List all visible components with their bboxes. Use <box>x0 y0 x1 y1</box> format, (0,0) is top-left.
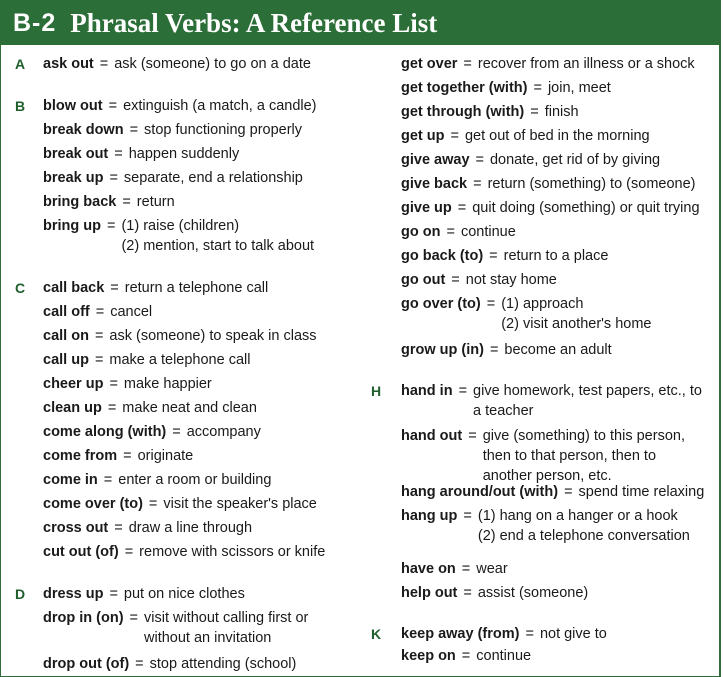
equals-sign: = <box>129 610 138 626</box>
entry-left-15 <box>43 471 271 489</box>
entry-right-11 <box>401 341 612 359</box>
equals-sign: = <box>135 656 144 672</box>
entry-left-8 <box>43 303 152 321</box>
entry-term: come over (to) <box>43 496 143 512</box>
entry-right-5 <box>401 175 695 193</box>
entry-definition: make happier <box>123 376 212 392</box>
entry-term: break up <box>43 170 104 186</box>
entry-definition: cancel <box>110 304 153 320</box>
entry-right-4 <box>401 151 660 169</box>
entry-left-4 <box>43 169 303 187</box>
section-letter-h: H <box>371 383 382 399</box>
equals-sign: = <box>123 448 132 464</box>
equals-sign: = <box>458 383 468 399</box>
entry-definition: give (something) to this person, <box>482 428 685 444</box>
equals-sign: = <box>463 508 472 524</box>
page-title: Phrasal Verbs: A Reference List <box>70 7 438 38</box>
entry-left-11 <box>43 375 212 393</box>
entry-definition: stop attending (school) <box>149 656 297 672</box>
entry-right-14 <box>401 483 704 501</box>
equals-sign: = <box>533 80 542 96</box>
entry-left-2 <box>43 121 302 139</box>
equals-sign: = <box>109 586 118 602</box>
equals-sign: = <box>114 520 123 536</box>
section-letter-k: K <box>371 626 382 642</box>
entry-definition: wear <box>476 561 508 577</box>
entry-definition: not give to <box>539 626 607 642</box>
entry-definition: put on nice clothes <box>123 586 245 602</box>
entry-term: get together (with) <box>401 80 528 96</box>
equals-sign: = <box>463 585 472 601</box>
equals-sign: = <box>124 544 134 560</box>
entry-right-10 <box>401 295 583 313</box>
entry-left-16 <box>43 495 317 513</box>
entry-definition-continued: without an invitation <box>144 630 272 646</box>
entry-definition: make a telephone call <box>109 352 251 368</box>
entry-right-17 <box>401 584 588 602</box>
equals-sign: = <box>451 272 460 288</box>
entry-left-18 <box>43 543 325 561</box>
equals-sign: = <box>461 561 471 577</box>
entry-right-15 <box>401 507 678 525</box>
entry-definition: finish <box>544 104 579 120</box>
entry-left-17 <box>43 519 252 537</box>
entry-definition: happen suddenly <box>128 146 240 162</box>
section-code: B-2 <box>13 8 57 37</box>
entry-term: cheer up <box>43 376 104 392</box>
equals-sign: = <box>463 56 472 72</box>
entry-definition: continue <box>460 224 516 240</box>
entry-term: call up <box>43 352 89 368</box>
entry-term: give away <box>401 152 470 168</box>
entry-term: call on <box>43 328 89 344</box>
entry-definition: originate <box>137 448 194 464</box>
equals-sign: = <box>107 400 117 416</box>
entry-definition: return to a place <box>503 248 609 264</box>
entry-right-16 <box>401 560 508 578</box>
entry-term: dress up <box>43 586 104 602</box>
equals-sign: = <box>446 224 455 240</box>
entry-term: call off <box>43 304 90 320</box>
section-letter-d: D <box>15 586 26 602</box>
entry-definition: make neat and clean <box>122 400 257 416</box>
entry-left-5 <box>43 193 175 211</box>
entry-term: break out <box>43 146 109 162</box>
equals-sign: = <box>461 648 471 664</box>
entry-definition-continued: (2) end a telephone conversation <box>477 528 690 544</box>
entry-definition-continued: a teacher <box>473 403 534 419</box>
equals-sign: = <box>486 296 496 312</box>
entry-term: hand out <box>401 428 463 444</box>
equals-sign: = <box>108 98 118 114</box>
entry-term: grow up (in) <box>401 342 484 358</box>
entry-term: come in <box>43 472 98 488</box>
entry-left-20 <box>43 609 308 627</box>
entry-term: drop out (of) <box>43 656 130 672</box>
entry-definition: accompany <box>186 424 261 440</box>
entry-definition: draw a line through <box>128 520 253 536</box>
entry-right-13 <box>401 427 685 445</box>
entry-left-21 <box>43 655 296 673</box>
entry-definition: not stay home <box>465 272 557 288</box>
entry-term: hand in <box>401 383 453 399</box>
entry-definition-continued: (2) mention, start to talk about <box>121 238 315 254</box>
entry-left-0 <box>43 55 311 73</box>
entry-definition: spend time relaxing <box>578 484 705 500</box>
page-header <box>1 1 719 45</box>
entry-right-3 <box>401 127 650 145</box>
equals-sign: = <box>109 376 118 392</box>
equals-sign: = <box>489 248 498 264</box>
equals-sign: = <box>564 484 573 500</box>
entry-left-12 <box>43 399 257 417</box>
entry-definition: (1) approach <box>501 296 584 312</box>
equals-sign: = <box>122 194 131 210</box>
entry-right-9 <box>401 271 557 289</box>
entry-left-7 <box>43 279 268 297</box>
equals-sign: = <box>457 200 467 216</box>
equals-sign: = <box>114 146 123 162</box>
equals-sign: = <box>94 352 104 368</box>
entry-term: bring back <box>43 194 117 210</box>
entry-left-3 <box>43 145 239 163</box>
equals-sign: = <box>107 218 116 234</box>
equals-sign: = <box>525 626 534 642</box>
entry-definition: quit doing (something) or quit trying <box>472 200 700 216</box>
entry-left-1 <box>43 97 317 115</box>
section-letter-c: C <box>15 280 26 296</box>
equals-sign: = <box>450 128 459 144</box>
equals-sign: = <box>530 104 539 120</box>
equals-sign: = <box>475 152 484 168</box>
entry-term: go back (to) <box>401 248 484 264</box>
entry-definition: (1) hang on a hanger or a hook <box>477 508 678 524</box>
entry-left-9 <box>43 327 317 345</box>
entry-definition: donate, get rid of by giving <box>489 152 661 168</box>
entry-right-19 <box>401 647 531 665</box>
entry-definition: give homework, test papers, etc., to <box>473 383 702 399</box>
entry-term: call back <box>43 280 105 296</box>
entry-definition-continued: (2) visit another's home <box>501 316 652 332</box>
entry-term: bring up <box>43 218 101 234</box>
entry-term: have on <box>401 561 456 577</box>
entry-term: cut out (of) <box>43 544 119 560</box>
entry-right-6 <box>401 199 700 217</box>
entry-definition: separate, end a relationship <box>123 170 303 186</box>
entry-left-14 <box>43 447 193 465</box>
entry-term: get up <box>401 128 445 144</box>
entry-definition: (1) raise (children) <box>121 218 240 234</box>
entry-right-7 <box>401 223 516 241</box>
entry-definition: assist (someone) <box>477 585 589 601</box>
entry-right-8 <box>401 247 608 265</box>
entry-definition: return (something) to (someone) <box>487 176 696 192</box>
equals-sign: = <box>473 176 482 192</box>
entry-term: cross out <box>43 520 109 536</box>
equals-sign: = <box>99 56 109 72</box>
equals-sign: = <box>172 424 181 440</box>
entry-term: help out <box>401 585 458 601</box>
equals-sign: = <box>103 472 113 488</box>
entry-term: go over (to) <box>401 296 481 312</box>
entry-definition: return a telephone call <box>124 280 269 296</box>
entry-definition: visit without calling first or <box>144 610 309 626</box>
entry-term: go out <box>401 272 446 288</box>
entry-term: ask out <box>43 56 94 72</box>
entry-definition: remove with scissors or knife <box>139 544 326 560</box>
entry-term: drop in (on) <box>43 610 124 626</box>
entry-definition: ask (someone) to go on a date <box>114 56 311 72</box>
entry-left-10 <box>43 351 250 369</box>
entry-definition: visit the speaker's place <box>163 496 317 512</box>
entry-term: hang around/out (with) <box>401 484 559 500</box>
entry-term: keep on <box>401 648 456 664</box>
equals-sign: = <box>110 280 119 296</box>
entry-left-19 <box>43 585 245 603</box>
equals-sign: = <box>489 342 499 358</box>
entry-definition: stop functioning properly <box>144 122 303 138</box>
entry-term: get over <box>401 56 458 72</box>
entry-term: clean up <box>43 400 102 416</box>
equals-sign: = <box>468 428 477 444</box>
equals-sign: = <box>95 304 105 320</box>
equals-sign: = <box>109 170 118 186</box>
entry-definition: return <box>136 194 175 210</box>
entry-term: keep away (from) <box>401 626 520 642</box>
equals-sign: = <box>94 328 104 344</box>
entry-term: hang up <box>401 508 458 524</box>
entry-term: get through (with) <box>401 104 525 120</box>
entry-definition: enter a room or building <box>118 472 272 488</box>
entry-definition: get out of bed in the morning <box>464 128 650 144</box>
section-letter-b: B <box>15 98 26 114</box>
entry-definition: extinguish (a match, a candle) <box>123 98 317 114</box>
entry-definition-continued: then to that person, then to <box>482 448 657 464</box>
entry-left-13 <box>43 423 261 441</box>
entry-definition: recover from an illness or a shock <box>477 56 695 72</box>
entry-term: give back <box>401 176 468 192</box>
entry-definition: become an adult <box>504 342 612 358</box>
section-letter-a: A <box>15 56 26 72</box>
entry-definition: ask (someone) to speak in class <box>109 328 317 344</box>
entry-term: go on <box>401 224 441 240</box>
entry-term: come along (with) <box>43 424 167 440</box>
entry-definition: join, meet <box>547 80 611 96</box>
entry-right-12 <box>401 382 702 400</box>
entry-right-0 <box>401 55 695 73</box>
entry-right-1 <box>401 79 611 97</box>
equals-sign: = <box>148 496 158 512</box>
entry-term: come from <box>43 448 118 464</box>
equals-sign: = <box>129 122 139 138</box>
entry-right-2 <box>401 103 579 121</box>
entry-left-6 <box>43 217 239 235</box>
entry-term: give up <box>401 200 452 216</box>
entry-definition-continued: another person, etc. <box>482 468 612 484</box>
entry-term: break down <box>43 122 124 138</box>
entry-right-18 <box>401 625 607 643</box>
entry-term: blow out <box>43 98 103 114</box>
entry-definition: continue <box>476 648 532 664</box>
